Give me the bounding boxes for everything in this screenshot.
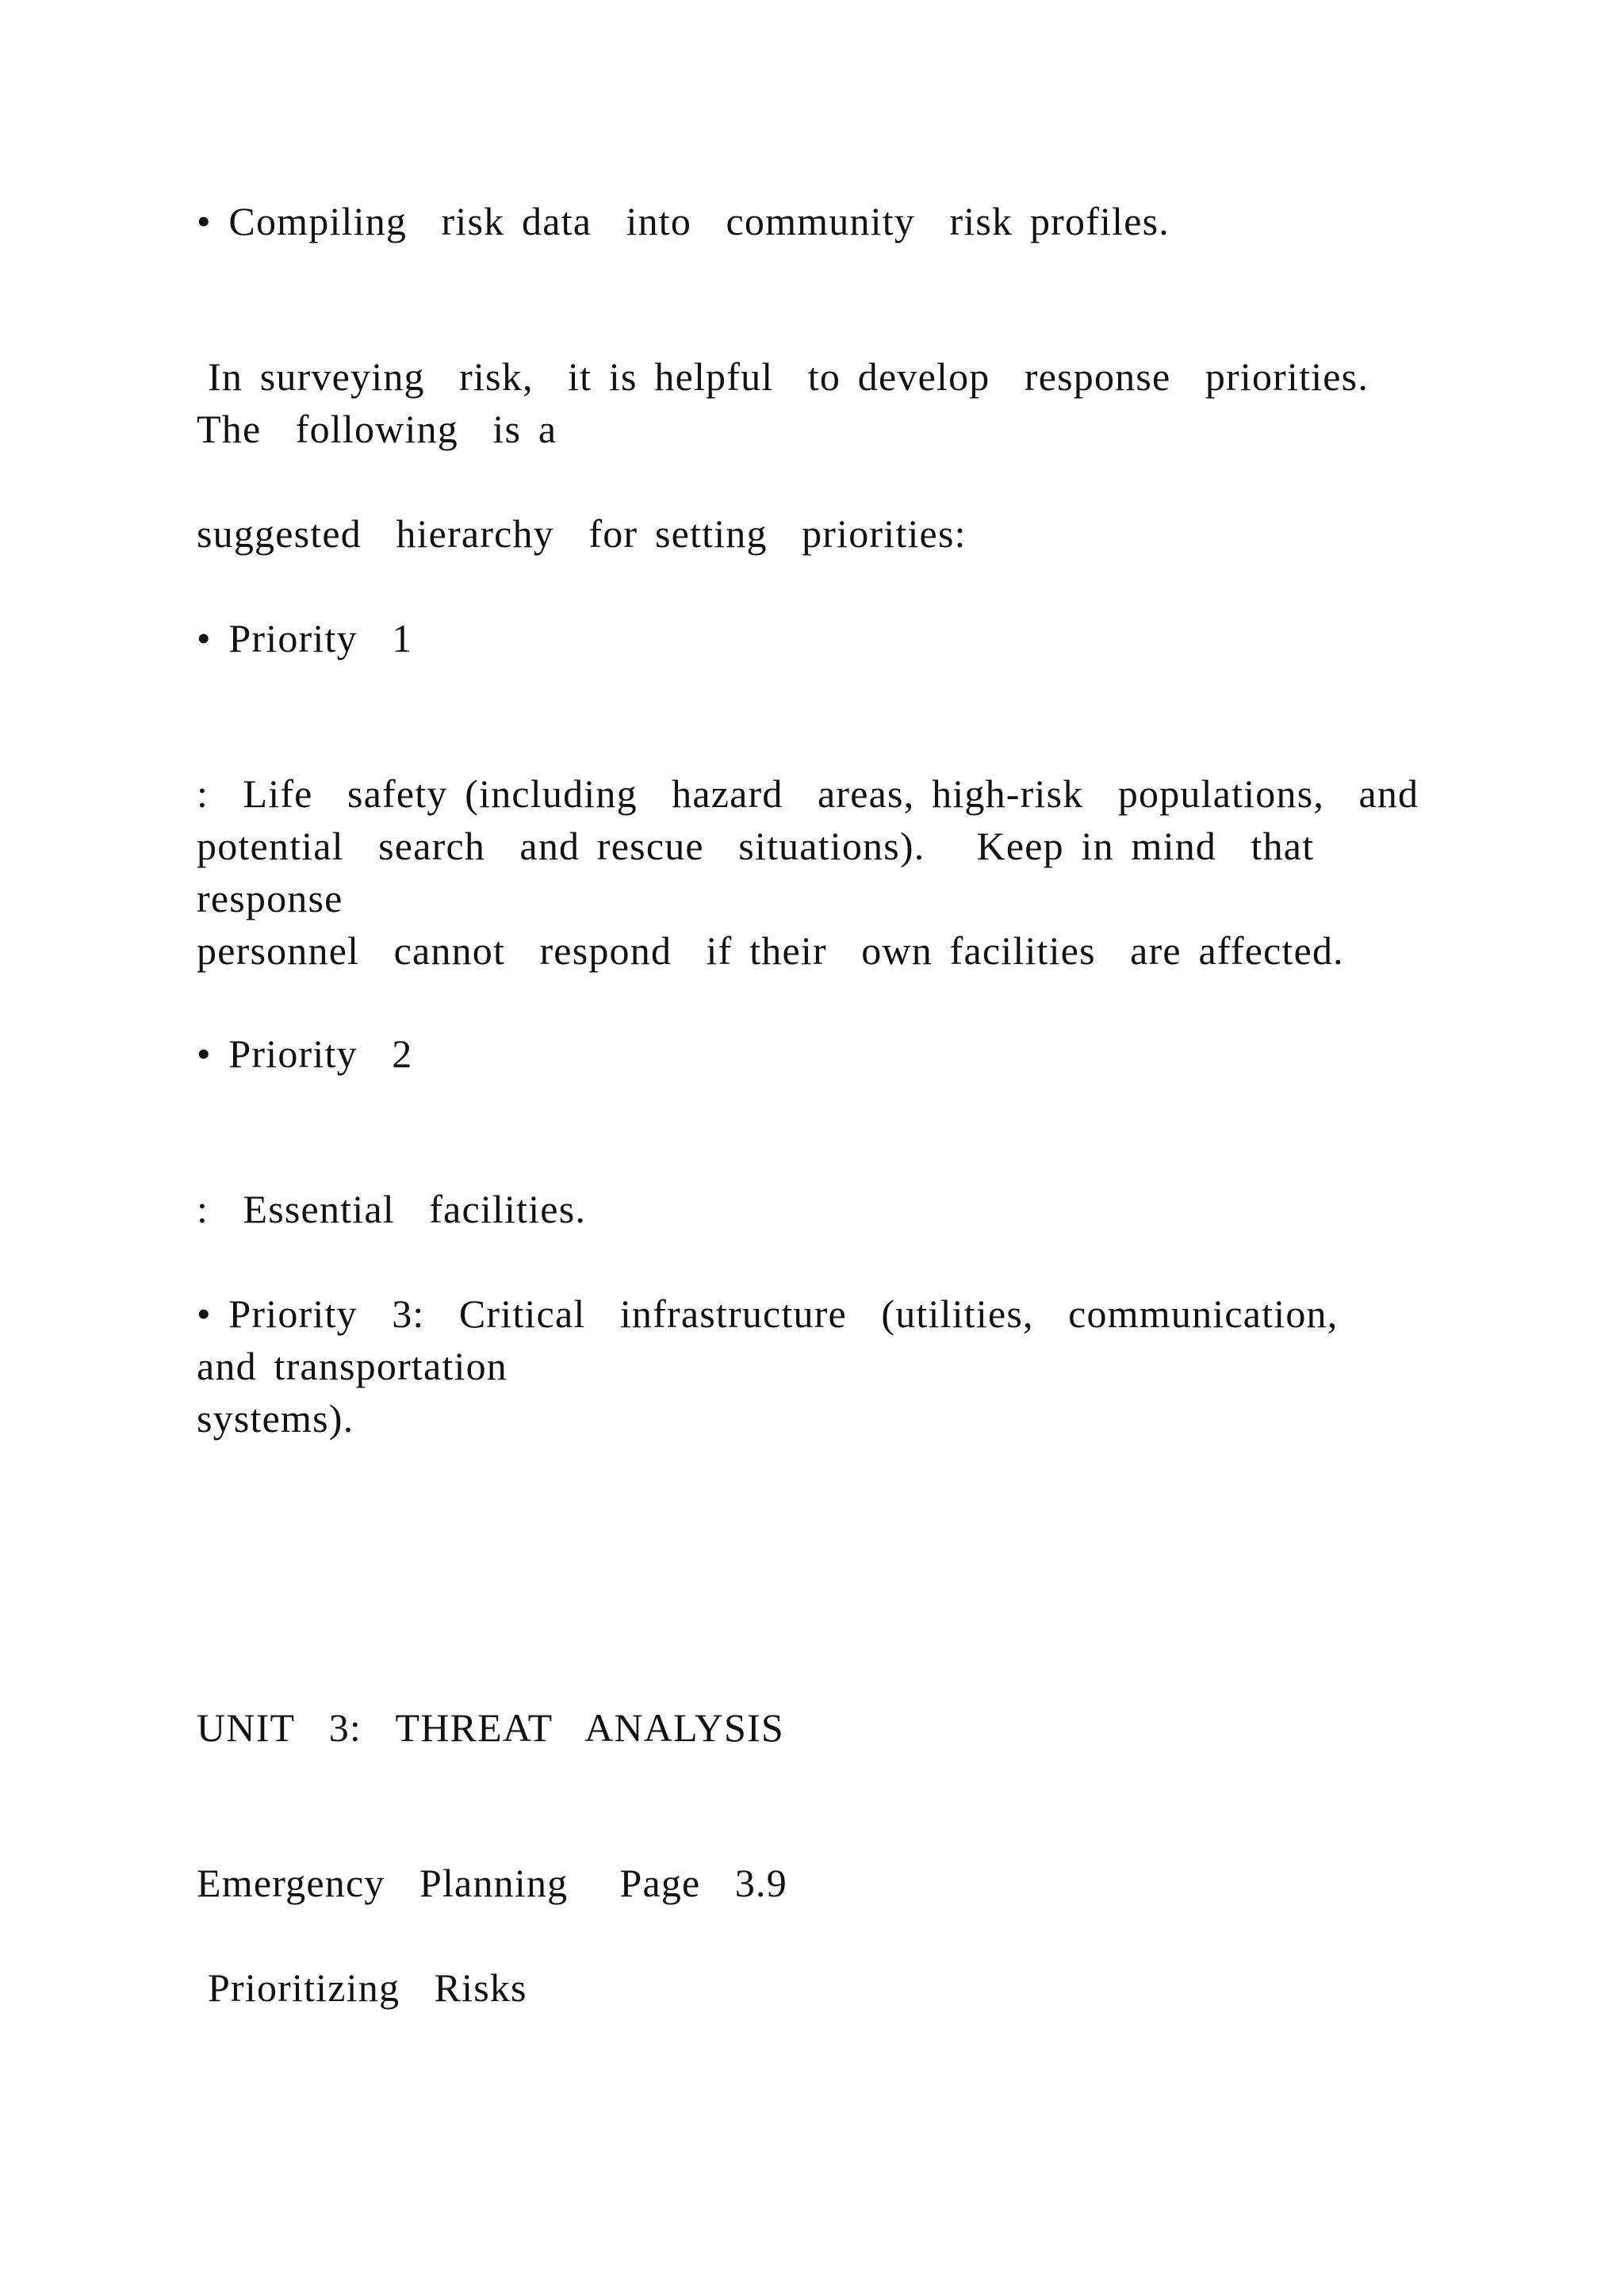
- priority-1-text-line-4: personnel cannot respond if their own facilities are affected.: [197, 928, 1344, 973]
- paragraph-hierarchy-intro: suggested hierarchy for setting priorities:: [197, 511, 967, 556]
- unit-heading: UNIT 3: THREAT ANALYSIS: [197, 1705, 784, 1750]
- paragraph-surveying-risk-line-1: In surveying risk, it is helpful to develop response priorities.: [208, 354, 1369, 399]
- priority-2-text: : Essential facilities.: [197, 1187, 587, 1231]
- priority-3-line-2: and transportation: [197, 1344, 508, 1388]
- paragraph-surveying-risk-line-2: The following is a: [197, 407, 557, 451]
- priority-1-heading: • Priority 1: [197, 616, 413, 660]
- priority-1-text-line-3: response: [197, 876, 343, 920]
- bullet-compiling-risk-data: • Compiling risk data into community risk profiles.: [197, 199, 1170, 243]
- priority-2-heading: • Priority 2: [197, 1031, 413, 1076]
- priority-1-text-line-2: potential search and rescue situations). Keep in mind that: [197, 824, 1315, 868]
- section-title-prioritizing-risks: Prioritizing Risks: [208, 1965, 527, 2010]
- priority-3-line-3: systems).: [197, 1396, 354, 1441]
- priority-3-line-1: • Priority 3: Critical infrastructure (utilities, communication,: [197, 1292, 1339, 1336]
- page-reference: Emergency Planning Page 3.9: [197, 1861, 787, 1905]
- priority-1-text-line-1: : Life safety (including hazard areas, high-risk populations, and: [197, 771, 1419, 816]
